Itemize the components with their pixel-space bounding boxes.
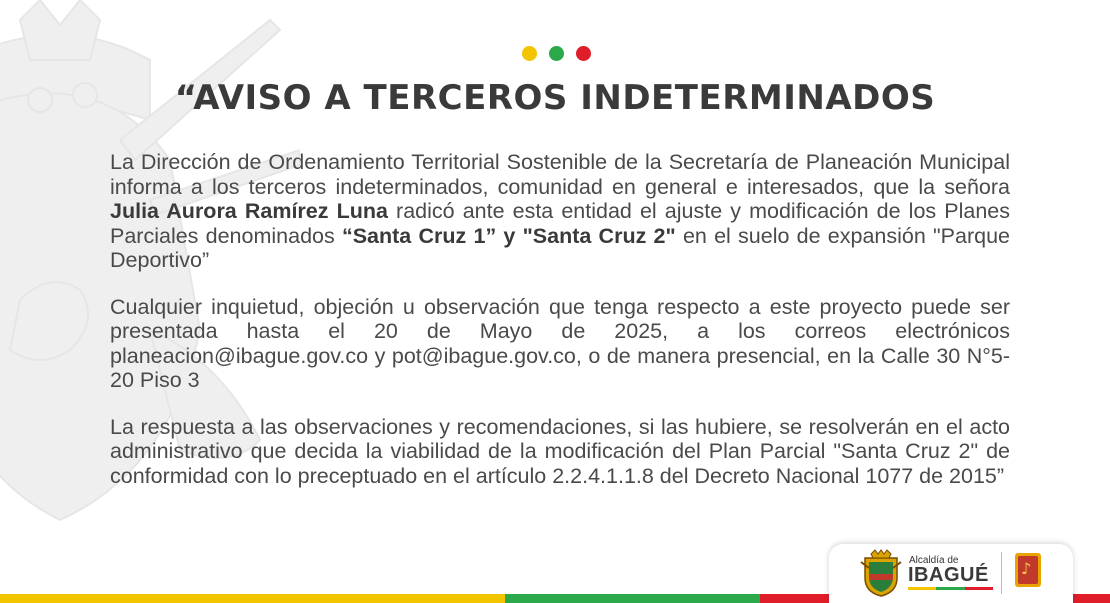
- footer-stripe-green: [505, 594, 760, 603]
- musical-city-badge-icon: ♪: [1015, 553, 1041, 587]
- paragraph-2: Cualquier inquietud, objeción u observación que tenga respecto a este proyecto puede ser presentada hasta el 20 de Mayo de 2025, a los correos electrónicos planeacion@ibague.gov.co y pot@ibague.gov.co, o de manera presencial, en la Calle 30 N°5-20 Piso 3: [110, 294, 1010, 392]
- applicant-name: Julia Aurora Ramírez Luna: [110, 199, 388, 223]
- logo-divider: [1001, 552, 1002, 594]
- logo-color-stripe: [908, 587, 993, 590]
- logo-caption: Alcaldía de: [909, 555, 959, 566]
- p1-middle-text: radicó ante esta entidad el ajuste y modificación de los Planes Parciales denominados: [110, 199, 1010, 248]
- paragraph-1: [110, 150, 1010, 273]
- paragraph-3: La respuesta a las observaciones y recomendaciones, si las hubiere, se resolverán en el acto administrativo que decida la viabilidad de la modificación del Plan Parcial "Santa Cruz 2" de conformidad con lo preceptuado en el artículo 2.2.4.1.1.8 del Decreto Nacional 1077 de 2015”: [110, 414, 1010, 488]
- red-dot: [576, 46, 591, 61]
- alcaldia-logo-card: [829, 544, 1073, 603]
- p1-ending-text: en el suelo de expansión "Parque Deportivo”: [110, 223, 1010, 272]
- status-dots: [522, 46, 591, 61]
- notice-body: [110, 150, 1010, 510]
- plan-names: “Santa Cruz 1” y "Santa Cruz 2": [341, 223, 676, 248]
- page-title: “AVISO A TERCEROS INDETERMINADOS: [174, 78, 936, 118]
- green-dot: [549, 46, 564, 61]
- footer-stripe-yellow: [0, 594, 505, 603]
- p1-intro-text: La Dirección de Ordenamiento Territorial Sostenible de la Secretaría de Planeación Municipal informa a los terceros indeterminados, comunidad en general e interesados, que la señora: [110, 150, 1010, 199]
- logo-city-name: IBAGUÉ: [908, 564, 989, 586]
- yellow-dot: [522, 46, 537, 61]
- ibague-coat-of-arms-icon: [859, 548, 903, 598]
